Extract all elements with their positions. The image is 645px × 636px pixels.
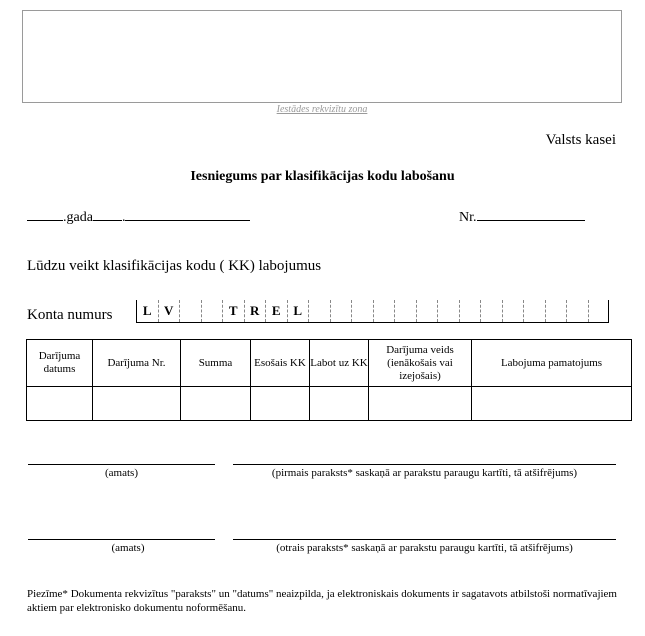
signature-line-2[interactable] [233,539,616,540]
account-digit-cell[interactable] [179,300,201,322]
table-row [27,387,632,421]
request-text: Lūdzu veikt klasifikācijas kodu ( KK) labojumus [27,258,322,274]
account-digit-cell[interactable]: L [287,300,309,322]
header-transaction-number: Darījuma Nr. [93,340,181,387]
table-cell[interactable] [93,387,181,421]
signature-caption-2: (otrais paraksts* saskaņā ar parakstu paraugu kartīti, tā atšifrējums) [276,542,573,554]
account-digit-cell[interactable] [373,300,395,322]
account-digit-cell[interactable] [416,300,438,322]
account-digit-cell[interactable]: V [158,300,180,322]
header-transaction-date: Darījuma datums [27,340,93,387]
month-blank[interactable] [93,206,122,221]
account-digit-cell[interactable] [502,300,524,322]
table-header-row [27,340,632,387]
year-suffix: .gada [63,210,93,225]
requisites-zone [22,10,622,103]
account-digit-cell[interactable]: T [222,300,244,322]
number-blank[interactable] [477,206,585,221]
table-cell[interactable] [251,387,310,421]
account-digit-cell[interactable]: R [244,300,266,322]
header-correction-reason: Labojuma pamatojums [472,340,632,387]
position-caption-2: (amats) [111,542,145,554]
number-label: Nr. [459,210,477,225]
account-digit-cell[interactable]: L [136,300,158,322]
account-digit-cell[interactable] [566,300,588,322]
header-transaction-type: Darījuma veids (ienākošais vai izejošais) [369,340,472,387]
footnote: Piezīme* Dokumenta rekvizītus "paraksts" un "datums" neaizpilda, ja elektroniskais dokuments ir sagatavots atbilstoši normatīvajiem aktiem par elektronisko dokumentu noformēšanu. [27,588,617,614]
number-line [459,206,585,226]
account-digit-cell[interactable] [201,300,223,322]
table-cell[interactable] [310,387,369,421]
account-digit-cell[interactable] [394,300,416,322]
account-digit-cell[interactable] [480,300,502,322]
signature-line-1[interactable] [233,464,616,465]
account-digit-cell[interactable]: E [265,300,287,322]
date-dot: . [121,210,126,225]
header-corrected-code: Labot uz KK [310,340,369,387]
account-digit-cell[interactable] [308,300,330,322]
position-line-1[interactable] [28,464,215,465]
account-digit-cell[interactable] [545,300,567,322]
table-cell[interactable] [369,387,472,421]
day-blank[interactable] [27,206,63,221]
position-line-2[interactable] [28,539,215,540]
position-caption-1: (amats) [105,467,138,479]
date-blank[interactable] [125,206,250,221]
date-line [27,206,250,226]
requisites-zone-caption: Iestādes rekvizītu zona [276,104,368,115]
corrections-table [26,339,632,421]
account-digit-cell[interactable] [523,300,545,322]
document-title: Iesniegums par klasifikācijas kodu labošanu [190,169,455,184]
account-number-cells [136,300,609,323]
header-amount: Summa [181,340,251,387]
account-digit-cell[interactable] [437,300,459,322]
account-label: Konta numurs [27,307,113,323]
header-current-code: Esošais KK [251,340,310,387]
recipient: Valsts kasei [545,132,616,148]
signature-caption-1: (pirmais paraksts* saskaņā ar parakstu paraugu kartīti, tā atšifrējums) [271,467,578,479]
table-cell[interactable] [472,387,632,421]
account-digit-cell[interactable] [351,300,373,322]
account-digit-cell[interactable] [588,300,610,322]
account-digit-cell[interactable] [459,300,481,322]
table-cell[interactable] [27,387,93,421]
account-digit-cell[interactable] [330,300,352,322]
table-cell[interactable] [181,387,251,421]
